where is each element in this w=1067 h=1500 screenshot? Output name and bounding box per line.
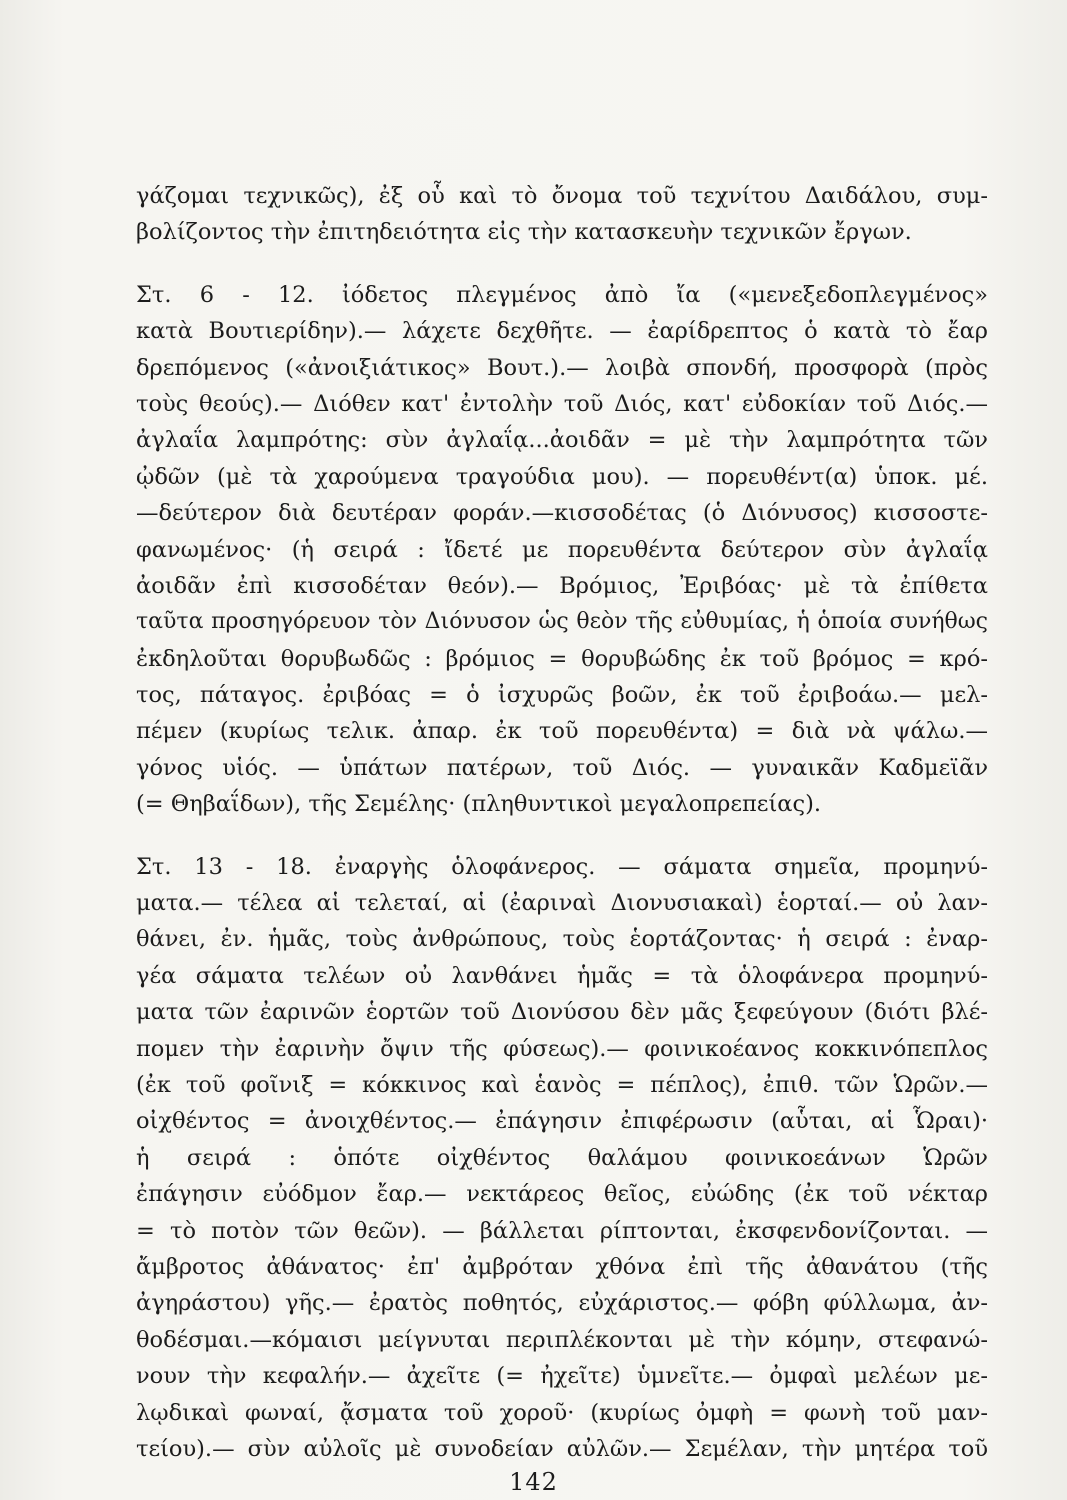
text-line: Στ. 13 - 18. ἐναργὴς ὁλοφάνερος. — σάματα σημεῖα, προμηνύ-	[136, 853, 988, 880]
text-line: ταῦτα προσηγόρευον τὸν Διόνυσον ὡς θεὸν τῆς εὐθυμίας, ἡ ὁποία συνήθως	[136, 609, 988, 635]
text-line: —δεύτερον διὰ δευτέραν φοράν.—κισσοδέτας (ὁ Διόνυσος) κισσοστε-	[136, 500, 988, 527]
text-line: πέμεν (κυρίως τελικ. ἀπαρ. ἐκ τοῦ πορευθέντα) = διὰ νὰ ψάλω.—	[136, 718, 988, 745]
text-line: φανωμένος· (ἡ σειρά : ἴδετέ με πορευθέντα δεύτερον σὺν ἀγλαΐᾳ	[136, 536, 988, 563]
paragraph-intro	[136, 178, 988, 251]
text-line: ματα τῶν ἐαρινῶν ἑορτῶν τοῦ Διονύσου δὲν μᾶς ξεφεύγουν (διότι βλέ-	[136, 999, 988, 1026]
text-line: ἀγηράστου) γῆς.— ἐρατὸς ποθητός, εὐχάριστος.— φόβη φύλλωμα, ἀν-	[136, 1290, 988, 1317]
page-number: 142	[509, 1468, 558, 1496]
text-line: πομεν τὴν ἐαρινὴν ὄψιν τῆς φύσεως).— φοινικοέανος κοκκινόπεπλος	[136, 1035, 988, 1062]
text-line: γόνος υἱός. — ὑπάτων πατέρων, τοῦ Διός. — γυναικᾶν Καδμεϊᾶν	[136, 754, 988, 781]
text-line: γέα σάματα τελέων οὐ λανθάνει ἡμᾶς = τὰ ὁλοφάνερα προμηνύ-	[136, 962, 988, 989]
text-line: τοὺς θεούς).— Διόθεν κατ' ἐντολὴν τοῦ Διός, κατ' εὐδοκίαν τοῦ Διός.—	[136, 390, 988, 417]
text-line: ἀοιδᾶν ἐπὶ κισσοδέταν θεόν).— Βρόμιος, Ἐριβόας· μὲ τὰ ἐπίθετα	[136, 572, 988, 599]
text-line: ἐπάγησιν εὐόδμον ἔαρ.— νεκτάρεος θεῖος, εὐώδης (ἐκ τοῦ νέκταρ	[136, 1181, 988, 1208]
text-line: (ἐκ τοῦ φοῖνιξ = κόκκινος καὶ ἑανὸς = πέπλος), ἐπιθ. τῶν Ὡρῶν.—	[136, 1071, 988, 1098]
text-line: θοδέσμαι.—κόμαισι μείγνυται περιπλέκονται μὲ τὴν κόμην, στεφανώ-	[136, 1326, 988, 1353]
text-line: θάνει, ἐν. ἡμᾶς, τοὺς ἀνθρώπους, τοὺς ἑορτάζοντας· ἡ σειρά : ἐναρ-	[136, 926, 988, 953]
text-line: οἰχθέντος = ἀνοιχθέντος.— ἐπάγησιν ἐπιφέρωσιν (αὗται, αἱ Ὧραι)·	[136, 1108, 988, 1135]
text-line: ματα.— τέλεα αἱ τελεταί, αἱ (ἐαριναὶ Διονυσιακαὶ) ἑορταί.— οὐ λαν-	[136, 890, 988, 917]
text-line: λῳδικαὶ φωναί, ᾄσματα τοῦ χοροῦ· (κυρίως ὀμφὴ = φωνὴ τοῦ μαν-	[136, 1399, 988, 1426]
text-line: Στ. 6 - 12. ἰόδετος πλεγμένος ἀπὸ ἴα («μενεξεδοπλεγμένος»	[136, 281, 988, 308]
text-line: δρεπόμενος («ἀνοιξιάτικος» Βουτ.).— λοιβὰ σπονδή, προσφορὰ (πρὸς	[136, 354, 988, 381]
text-line: ἀγλαΐα λαμπρότης: σὺν ἀγλαΐᾳ...ἀοιδᾶν = μὲ τὴν λαμπρότητα τῶν	[136, 427, 988, 454]
text-line: = τὸ ποτὸν τῶν θεῶν). — βάλλεται ρίπτονται, ἐκσφενδονίζονται. —	[136, 1217, 988, 1244]
text-line: ἄμβροτος ἀθάνατος· ἐπ' ἀμβρόταν χθόνα ἐπὶ τῆς ἀθανάτου (τῆς	[136, 1253, 988, 1280]
text-line: κατὰ Βουτιερίδην).— λάχετε δεχθῆτε. — ἐαρίδρεπτος ὁ κατὰ τὸ ἔαρ	[136, 318, 988, 345]
text-line: ἐκδηλοῦται θορυβωδῶς : βρόμιος = θορυβώδης ἐκ τοῦ βρόμος = κρό-	[136, 645, 988, 672]
text-line: (= Θηβαΐδων), τῆς Σεμέλης· (πληθυντικοὶ μεγαλοπρεπείας).	[136, 791, 822, 818]
text-line: τος, πάταγος. ἐριβόας = ὁ ἰσχυρῶς βοῶν, ἐκ τοῦ ἐριβοάω.— μελ-	[136, 682, 988, 709]
text-line: ἡ σειρά : ὁπότε οἰχθέντος θαλάμου φοινικοεάνων Ὡρῶν	[136, 1144, 988, 1171]
text-line: νουν τὴν κεφαλήν.— ἀχεῖτε (= ἠχεῖτε) ὑμνεῖτε.— ὀμφαὶ μελέων με-	[136, 1363, 988, 1390]
paragraph-lines-6-12	[136, 277, 988, 823]
commentary-text	[136, 178, 988, 1467]
text-line: ᾠδῶν (μὲ τὰ χαρούμενα τραγούδια μου). — πορευθέντ(α) ὑποκ. μέ.	[136, 463, 988, 490]
text-line: βολίζοντος τὴν ἐπιτηδειότητα εἰς τὴν κατασκευὴν τεχνικῶν ἔργων.	[136, 219, 912, 246]
text-line: τείου).— σὺν αὐλοῖς μὲ συνοδείαν αὐλῶν.— Σεμέλαν, τὴν μητέρα τοῦ	[136, 1435, 988, 1462]
text-line: γάζομαι τεχνικῶς), ἐξ οὗ καὶ τὸ ὄνομα τοῦ τεχνίτου Δαιδάλου, συμ-	[136, 183, 988, 209]
paragraph-lines-13-18	[136, 849, 988, 1468]
